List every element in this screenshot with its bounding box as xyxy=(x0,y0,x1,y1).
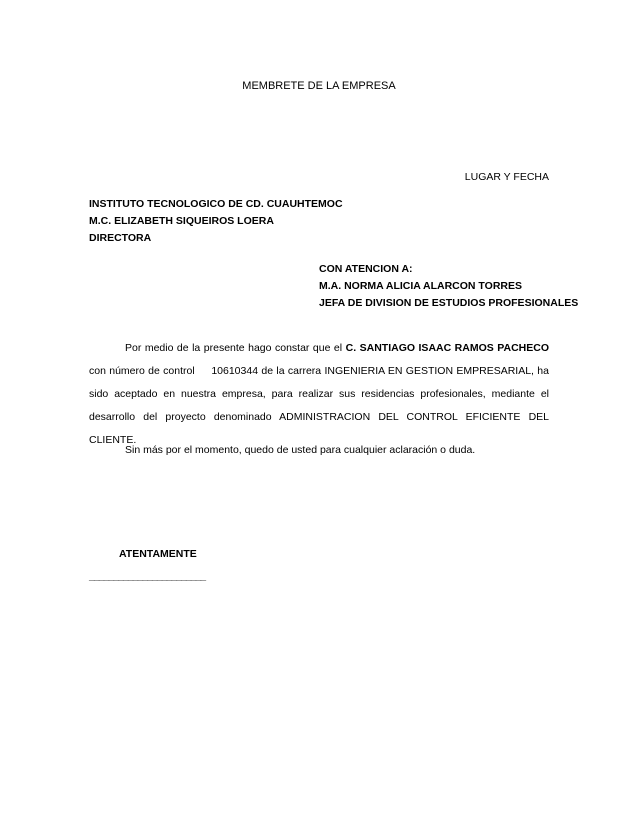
student-name: C. SANTIAGO ISAAC RAMOS PACHECO xyxy=(345,342,549,354)
body-paragraph xyxy=(89,337,549,452)
body-part2: con número de control xyxy=(89,365,195,377)
control-number: 10610344 xyxy=(211,365,259,377)
closing-paragraph: Sin más por el momento, quedo de usted para cualquier aclaración o duda. xyxy=(125,444,476,456)
attention-label: CON ATENCION A: xyxy=(319,263,413,275)
letterhead-placeholder: MEMBRETE DE LA EMPRESA xyxy=(242,80,396,92)
signature-salutation: ATENTAMENTE xyxy=(119,548,197,560)
recipient-position: DIRECTORA xyxy=(89,232,152,244)
body-intro: Por medio de la presente hago constar que el xyxy=(125,342,343,354)
recipient-name: M.C. ELIZABETH SIQUEIROS LOERA xyxy=(89,215,274,227)
signature-line: ________________________ xyxy=(89,570,206,582)
recipient-institution: INSTITUTO TECNOLOGICO DE CD. CUAUHTEMOC xyxy=(89,198,343,210)
recipient-block xyxy=(89,196,343,247)
body-part3: de la carrera INGENIERIA EN GESTION EMPRESARIAL, ha sido aceptado en nuestra empresa, para realizar sus residencias profesionales, mediante el desarrollo del proyecto denominado ADMINISTRACION DEL CONTROL EFICIENTE DEL CLIENTE. xyxy=(89,365,549,446)
place-date: LUGAR Y FECHA xyxy=(464,171,549,183)
attention-position: JEFA DE DIVISION DE ESTUDIOS PROFESIONALES xyxy=(319,297,579,309)
attention-name: M.A. NORMA ALICIA ALARCON TORRES xyxy=(319,280,522,292)
attention-block xyxy=(319,261,578,312)
